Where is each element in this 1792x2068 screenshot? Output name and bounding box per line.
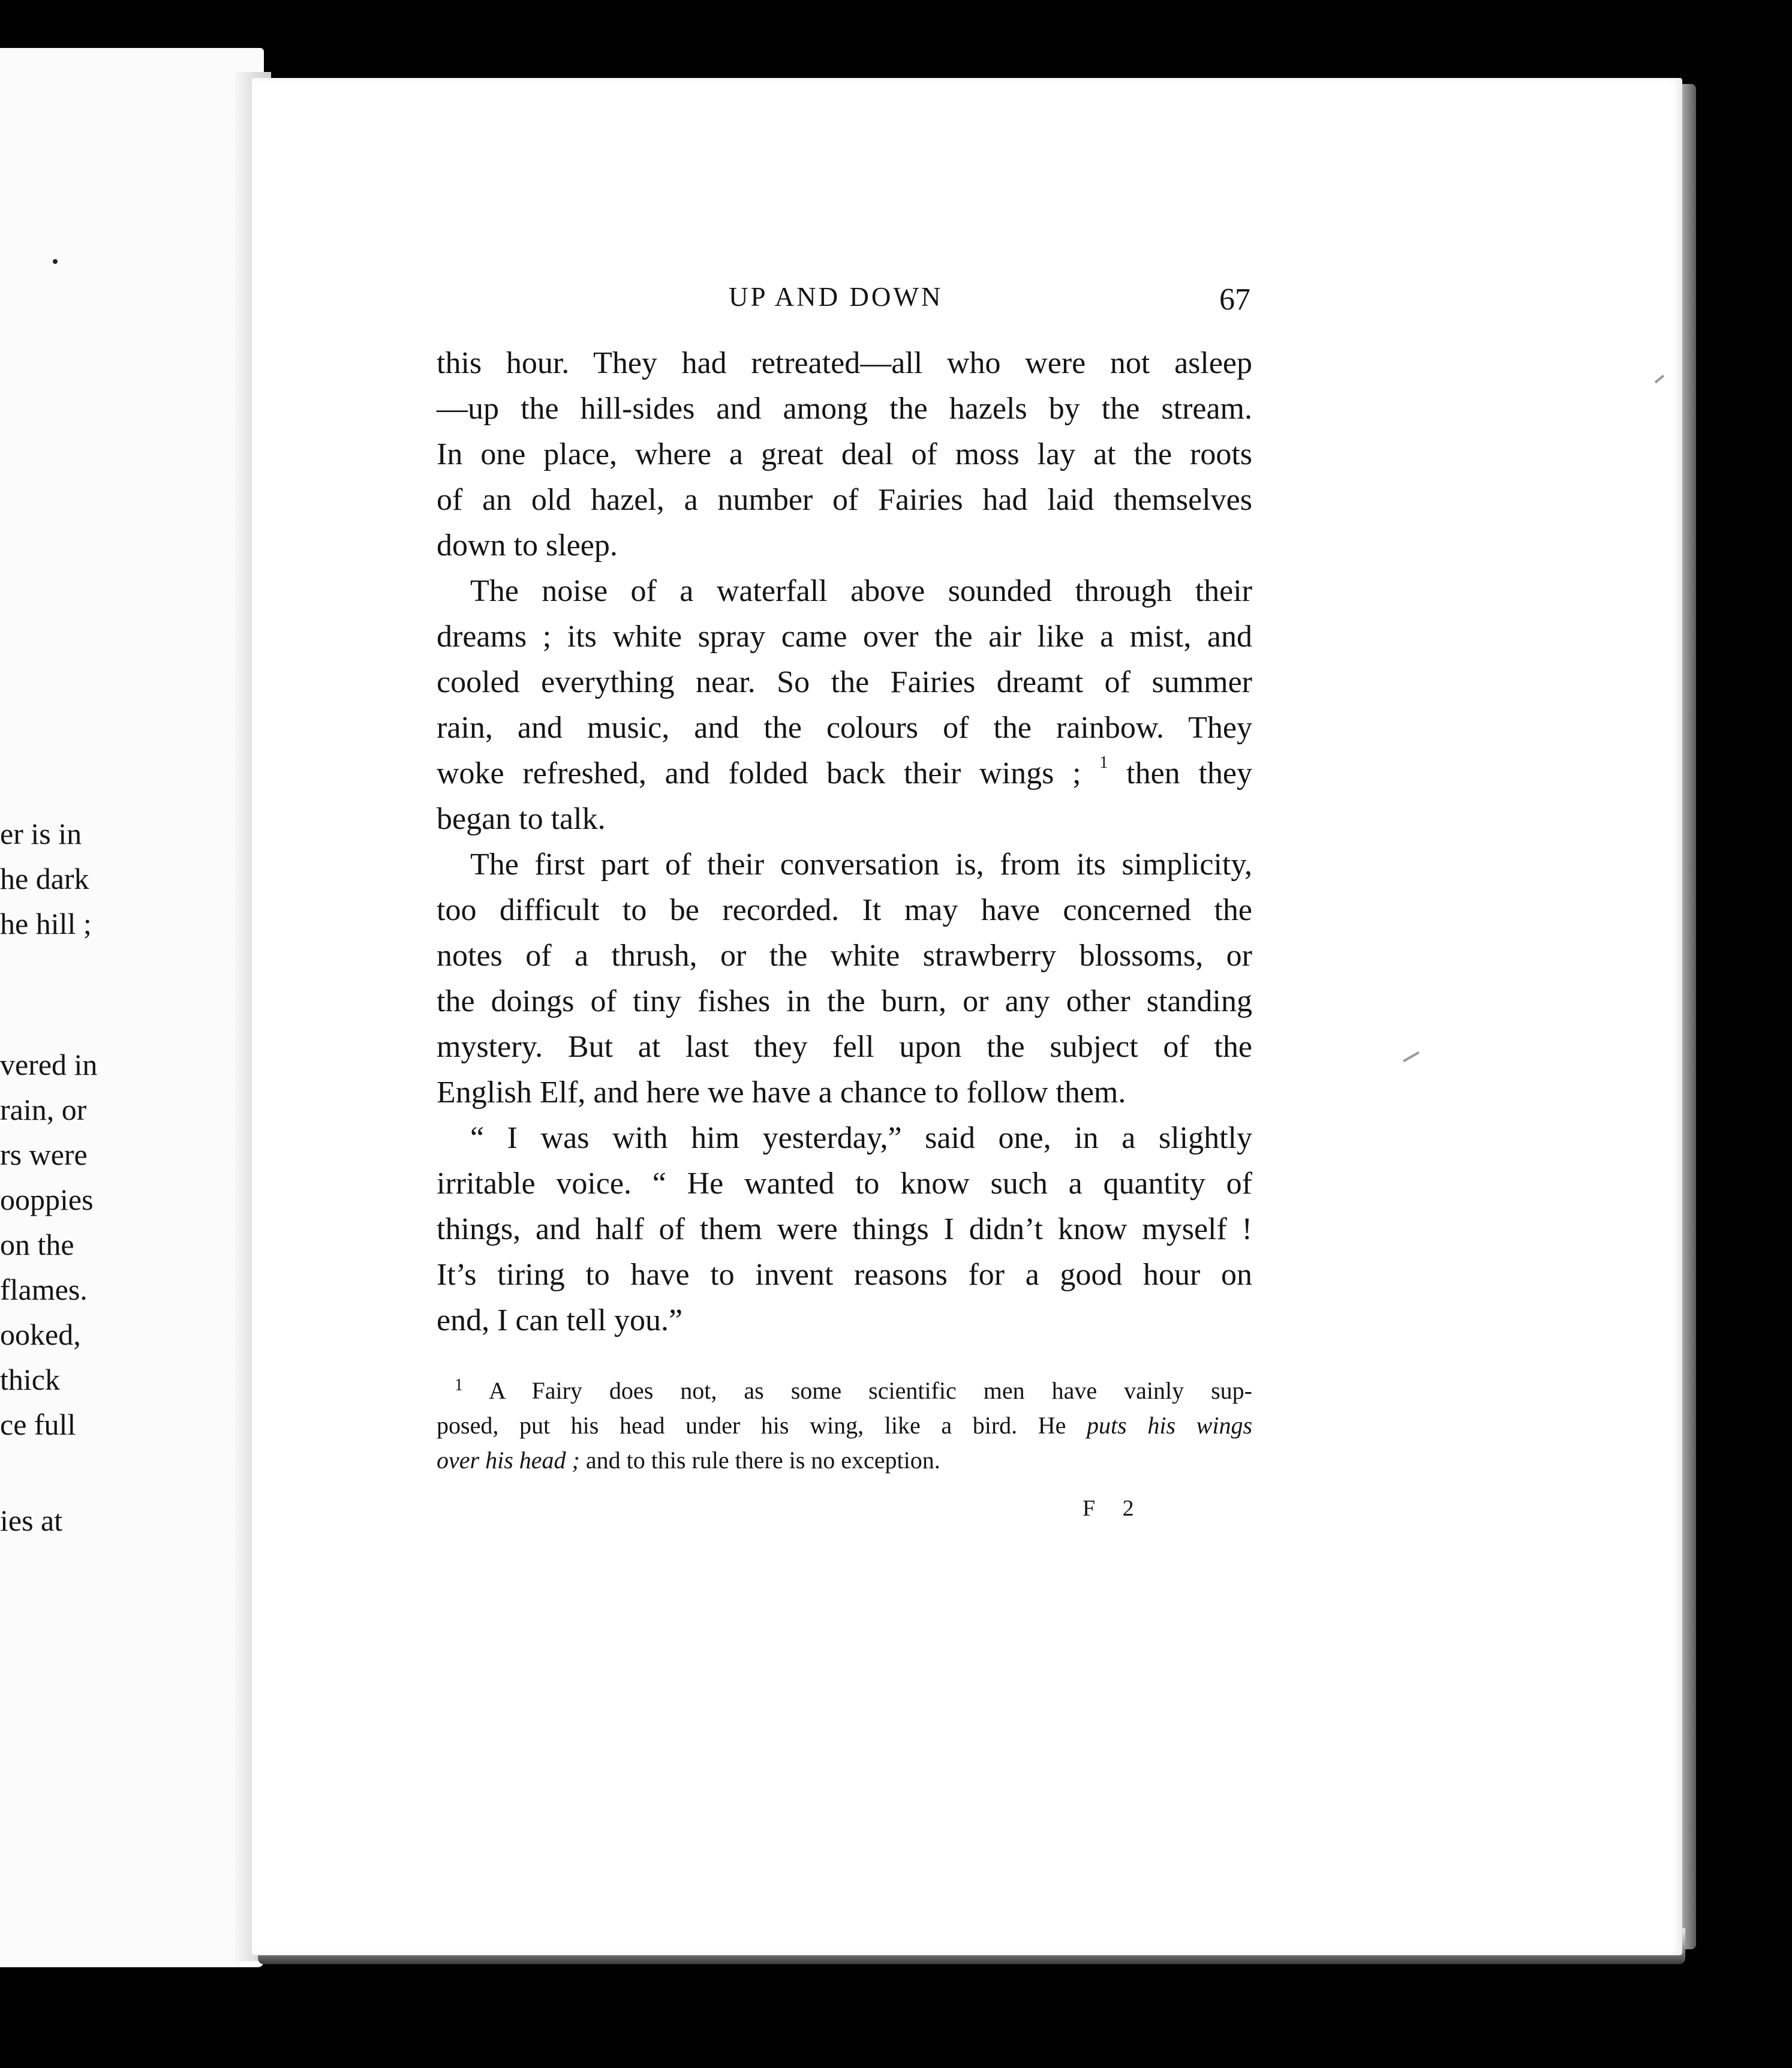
text-line: In one place, where a great deal of moss lay at the roots: [437, 437, 1252, 471]
left-page-line: rain, or: [0, 1093, 87, 1126]
text-line: down to sleep.: [437, 528, 618, 563]
signature-mark: F 2: [1083, 1496, 1145, 1521]
footnote-italic: puts his wings: [1087, 1412, 1253, 1439]
text-line: end, I can tell you.”: [437, 1303, 683, 1337]
left-page: [0, 48, 264, 1967]
text-line: mystery. But at last they fell upon the subject of the: [437, 1030, 1252, 1064]
text-line: notes of a thrush, or the white strawberry blossoms, or: [437, 939, 1252, 973]
text-line-with-footnote: [437, 751, 1252, 796]
text-line: this hour. They had retreated—all who were not asleep: [437, 346, 1252, 380]
footnote: [437, 1373, 1252, 1478]
left-page-line: on the: [0, 1228, 74, 1261]
text-line: English Elf, and here we have a chance to follow them.: [437, 1075, 1126, 1110]
footnote-line: [437, 1443, 1252, 1478]
left-page-line: ooppies: [0, 1183, 94, 1216]
left-page-line: he hill ;: [0, 907, 92, 940]
footnote-text: posed, put his head under his wing, like a bird. He: [437, 1412, 1087, 1439]
body-text: [437, 341, 1252, 1343]
text-line: rain, and music, and the colours of the rainbow. They: [437, 711, 1252, 745]
left-page-line: ooked,: [0, 1318, 81, 1351]
footnote-italic: over his head ;: [437, 1447, 580, 1474]
text-line: cooled everything near. So the Fairies dreamt of summer: [437, 665, 1252, 699]
text-line-part: then they: [1108, 756, 1252, 790]
text-line: began to talk.: [437, 802, 606, 836]
text-line: It’s tiring to have to invent reasons for a good hour on: [437, 1258, 1252, 1292]
left-page-line: ies at: [0, 1504, 63, 1537]
running-title: UP AND DOWN: [729, 282, 943, 312]
left-page-line: ce full: [0, 1408, 76, 1441]
paragraph: [437, 842, 1252, 1116]
left-page-line: vered in: [0, 1048, 98, 1081]
paragraph: [437, 1116, 1252, 1343]
text-line: irritable voice. “ He wanted to know such a quantity of: [437, 1167, 1252, 1201]
footnote-marker: 1: [455, 1376, 463, 1394]
page-number: 67: [1219, 282, 1250, 317]
left-page-line: he dark: [0, 862, 89, 895]
left-page-line: er is in: [0, 817, 82, 850]
footnote-reference: 1: [1099, 753, 1108, 772]
text-line-part: woke refreshed, and folded back their wings ;: [437, 756, 1081, 790]
footnote-line: [437, 1408, 1252, 1443]
left-page-line: rs were: [0, 1138, 88, 1171]
footnote-text: and to this rule there is no exception.: [579, 1447, 940, 1474]
left-page-line: flames.: [0, 1273, 88, 1306]
text-line: dreams ; its white spray came over the air like a mist, and: [437, 620, 1252, 654]
footnote-line: [437, 1373, 1252, 1408]
ink-speck: [53, 259, 58, 264]
footnote-text: A Fairy does not, as some scientific men have vainly sup-: [488, 1377, 1252, 1404]
text-line: The noise of a waterfall above sounded through their: [470, 574, 1252, 608]
text-line: The first part of their conversation is, from its simplicity,: [470, 847, 1252, 882]
paragraph: [437, 569, 1252, 842]
text-line: —up the hill-sides and among the hazels by the stream.: [437, 392, 1252, 426]
left-page-line: thick: [0, 1363, 60, 1396]
text-line: the doings of tiny fishes in the burn, or any other standing: [437, 984, 1252, 1018]
text-line: “ I was with him yesterday,” said one, in a slightly: [470, 1121, 1252, 1155]
text-line: too difficult to be recorded. It may have concerned the: [437, 893, 1252, 927]
text-line: of an old hazel, a number of Fairies had laid themselves: [437, 483, 1252, 517]
paragraph: [437, 341, 1252, 569]
text-line: things, and half of them were things I didn’t know myself !: [437, 1212, 1252, 1246]
